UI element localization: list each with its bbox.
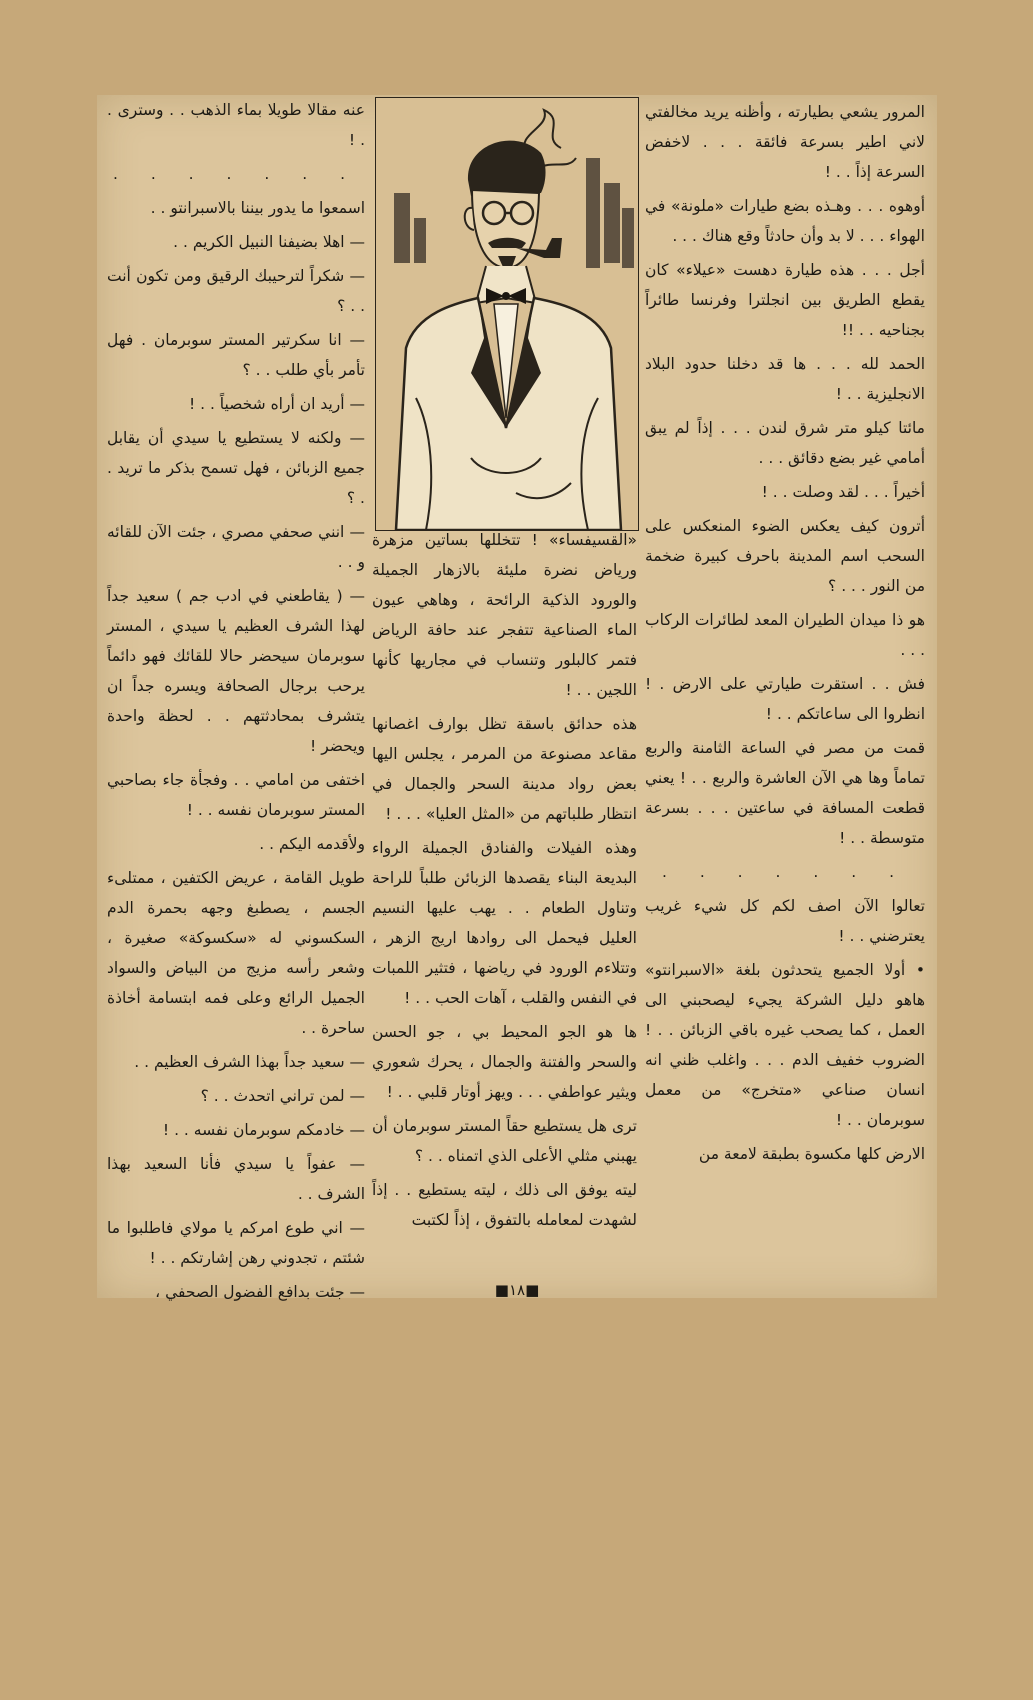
paragraph: ليته يوفق الى ذلك ، ليته يستطيع . . إذاً لشهدت لمعامله بالتفوق ، إذاً لكتبت: [372, 1181, 637, 1229]
paragraph: — اهلا بضيفنا النبيل الكريم . .: [173, 233, 365, 251]
paragraph: هو ذا ميدان الطيران المعد لطائرات الركاب . . .: [645, 611, 925, 659]
paragraph: «القسيفساء» ! تتخللها بساتين مزهرة ورياض نضرة مليئة بالازهار الجميلة والورود الذكية الرائحة ، وهاهي عيون الماء الصناعية تتفجر عند حافة الرياض فتمر كالبلور وتنساب في مجاريها كأنها اللجين . . !: [372, 531, 637, 699]
paragraph: • أولا الجميع يتحدثون بلغة «الاسبرانتو» هاهو دليل الشركة يجيء ليصحبني الى العمل ، كما يصحب غيره باقي الزبائن . . ! الضروب خفيف الدم . . . واغلب ظني انه انسان صناعي «متخرج» من معمل سوبرمان . . !: [645, 961, 925, 1129]
paragraph: — سعيد جداً بهذا الشرف العظيم . .: [134, 1053, 365, 1071]
paragraph: الحمد لله . . . ها قد دخلنا حدود البلاد الانجليزية . . !: [645, 355, 925, 403]
paragraph: ها هو الجو المحيط بي ، جو الحسن والسحر والفتنة والجمال ، يحرك شعوري ويثير عواطفي . . . ويهز أوتار قلبي . . !: [372, 1023, 637, 1101]
paragraph: — انا سكرتير المستر سوبرمان . فهل تأمر بأي طلب . . ؟: [107, 331, 365, 379]
text-column-left: [107, 95, 365, 1301]
man-with-pipe-drawing: [376, 98, 638, 530]
illustration-man-with-pipe: [375, 97, 639, 531]
paragraph: — انني صحفي مصري ، جئت الآن للقائه و . .: [107, 523, 365, 571]
paragraph: طويل القامة ، عريض الكتفين ، ممتلىء الجسم ، يصطبغ وجهه بحمرة الدم السكسوني له «سكسوكة» صغيرة ، وشعر رأسه مزيج من البياض والسواد الجميل الرائع وعلى فمه ابتسامة أخاذة ساحرة . .: [107, 869, 365, 1037]
paragraph: — اني طوع امركم يا مولاي فاطلبوا ما شئتم ، تجدوني رهن إشارتكم . . !: [107, 1219, 365, 1267]
text-column-middle: [372, 525, 637, 1700]
paragraph: — شكراً لترحيبك الرقيق ومن تكون أنت . . ؟: [107, 267, 365, 315]
paragraph: — خادمكم سوبرمان نفسه . . !: [162, 1121, 365, 1139]
paragraph: مائتا كيلو متر شرق لندن . . . إذاً لم يبق أمامي غير بضع دقائق . . .: [645, 419, 925, 467]
paragraph: — لمن تراني اتحدث . . ؟: [200, 1087, 365, 1105]
paragraph: أترون كيف يعكس الضوء المنعكس على السحب اسم المدينة باحرف كبيرة ضخمة من النور . . . ؟: [645, 517, 925, 595]
paragraph: أجل . . . هذه طيارة دهست «عيلاء» كان يقطع الطريق بين انجلترا وفرنسا طائراً بجناحيه . . !!: [645, 261, 925, 339]
paragraph: تعالوا الآن اصف لكم كل شيء غريب يعترضني . . !: [645, 897, 925, 945]
text-column-right: [645, 95, 925, 1272]
page-number: ■١٨■: [494, 1281, 540, 1299]
paragraph: فش . . استقرت طيارتي على الارض . ! انظروا الى ساعاتكم . . !: [645, 675, 925, 723]
paragraph: الارض كلها مكسوة بطبقة لامعة من: [698, 1145, 925, 1163]
section-divider-dots: . . . . . . .: [112, 165, 360, 183]
magazine-page: [97, 95, 937, 1301]
section-divider-dots: . . . . . . .: [661, 863, 909, 881]
paragraph: المرور يشعي بطيارته ، وأظنه يريد مخالفتي لاني اطير بسرعة فائقة . . . لاخفض السرعة إذاً . . !: [645, 103, 925, 181]
paragraph: ترى هل يستطيع حقاً المستر سوبرمان أن يهبني مثلي الأعلى الذي اتمناه . . ؟: [372, 1117, 637, 1165]
paragraph: — أريد ان أراه شخصياً . . !: [188, 395, 365, 413]
paragraph: — جئت بدافع الفضول الصحفي ،: [155, 1283, 365, 1301]
paragraph: — ولكنه لا يستطيع يا سيدي أن يقابل جميع الزبائن ، فهل تسمح بذكر ما تريد . . ؟: [107, 429, 365, 507]
paragraph: أخيراً . . . لقد وصلت . . !: [761, 483, 925, 501]
paragraph: — ( يقاطعني في ادب جم ) سعيد جداً لهذا الشرف العظيم يا سيدي ، المستر سوبرمان سيحضر حالا للقائك فهو دائماً يرحب برجال الصحافة ويسره جداً ان يتشرف بمحادثتهم . . لحظة واحدة ويحضر !: [107, 587, 365, 755]
paragraph: أوهوه . . . وهـذه بضع طيارات «ملونة» في الهواء . . . لا بد وأن حادثاً وقع هناك . . .: [645, 197, 925, 245]
paragraph: اختفى من امامي . . وفجأة جاء بصاحبي المستر سوبرمان نفسه . . !: [107, 771, 365, 819]
paragraph: عنه مقالا طويلا بماء الذهب . . وسترى . . !: [107, 101, 365, 149]
paragraph: — عفواً يا سيدي فأنا السعيد بهذا الشرف . .: [107, 1155, 365, 1203]
paragraph: قمت من مصر في الساعة الثامنة والربع تماماً وها هي الآن العاشرة والربع . . ! يعني قطعت المسافة في ساعتين . . . بسرعة متوسطة . . !: [645, 739, 925, 847]
paragraph: ولأقدمه اليكم . .: [259, 835, 365, 853]
paragraph: اسمعوا ما يدور بيننا بالاسبرانتو . .: [150, 199, 365, 217]
paragraph: وهذه الفيلات والفنادق الجميلة الرواء البديعة البناء يقصدها الزبائن طلباً للراحة وتناول الطعام . . يهب عليها النسيم العليل فيحمل الى روادها اريج الزهر ، وتتلاءم الورود في رياضها ، فتثير اللمبات في النفس والقلب ، آهات الحب . . !: [372, 839, 637, 1007]
paragraph: هذه حدائق باسقة تظل بوارف اغصانها مقاعد مصنوعة من المرمر ، يجلس اليها بعض رواد مدينة السحر والجمال في انتظار طلباتهم من «المثل العليا» . . . !: [372, 715, 637, 823]
